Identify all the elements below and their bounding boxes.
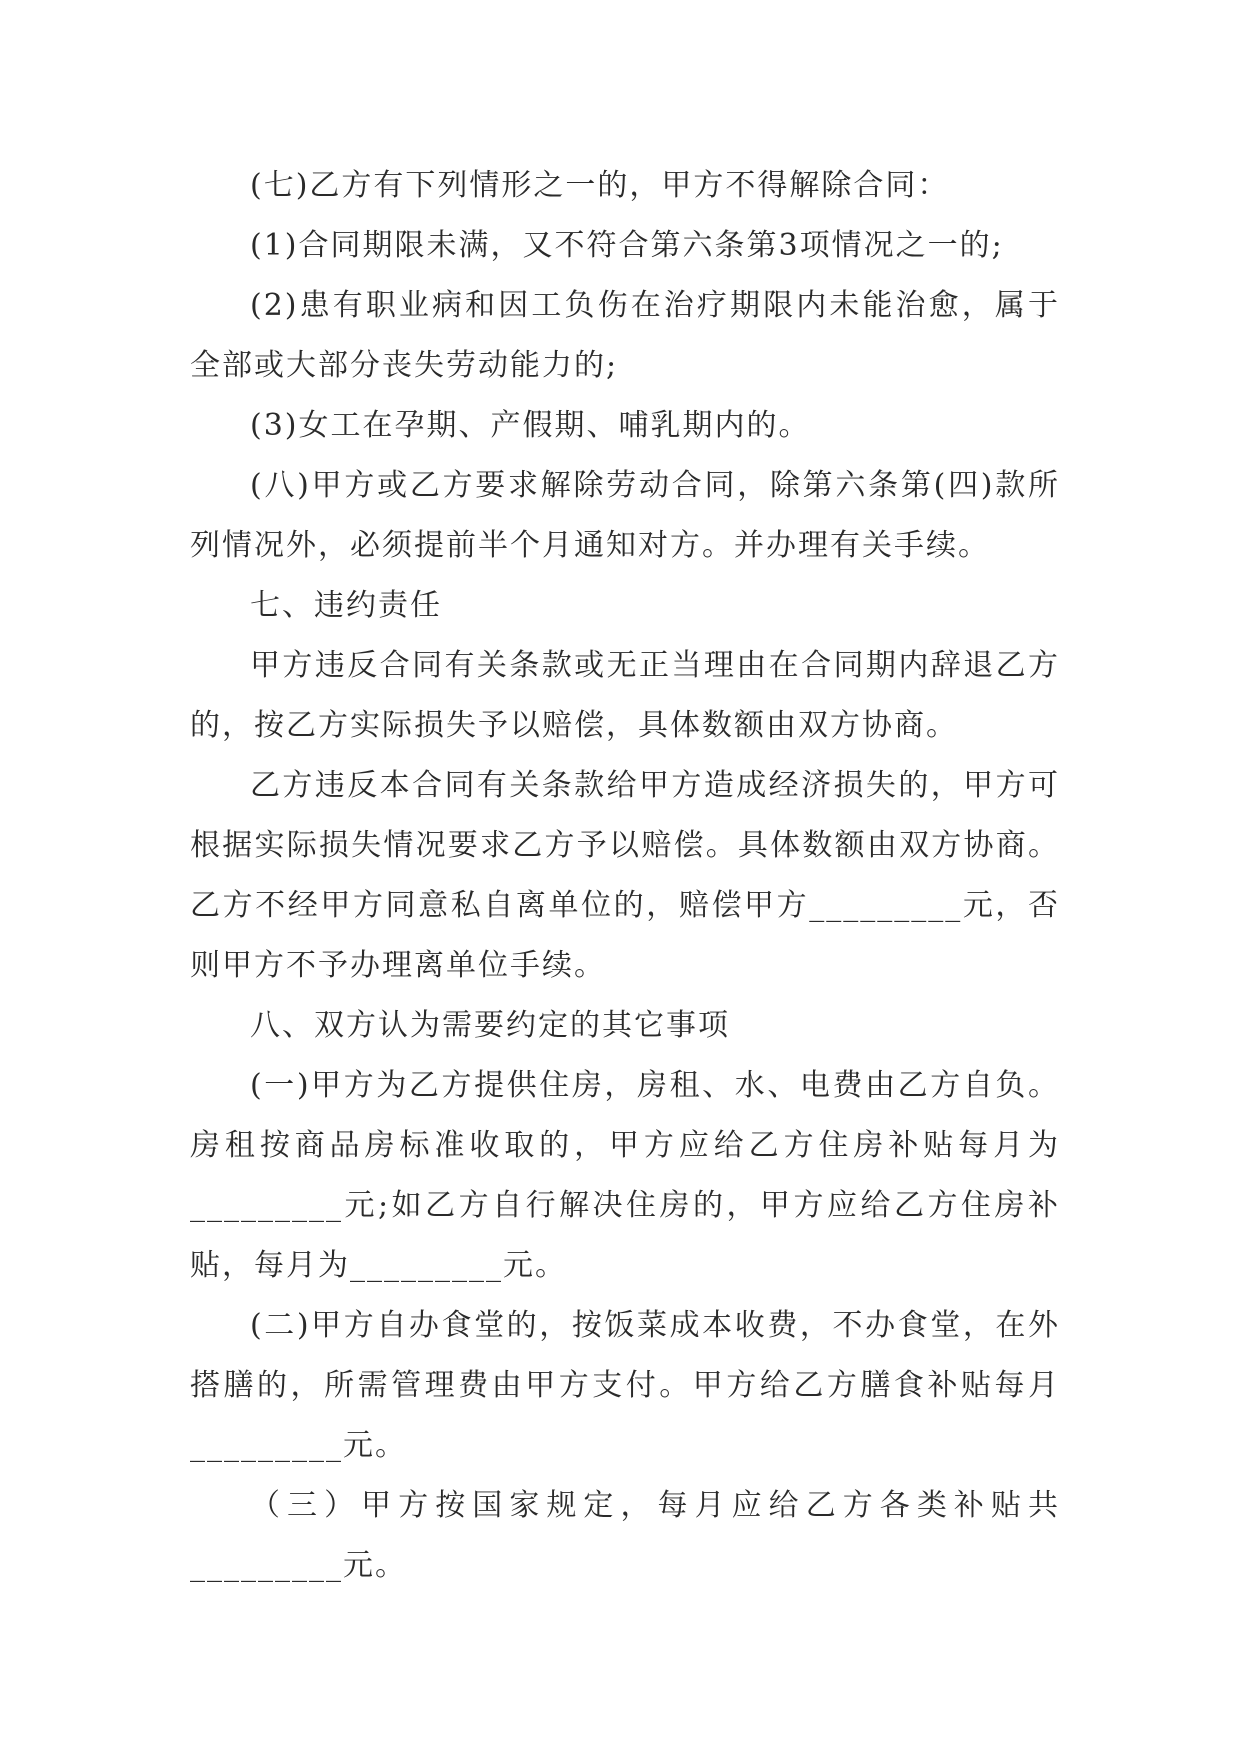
other-matters-subsidies: （三）甲方按国家规定，每月应给乙方各类补贴共_________元。 bbox=[190, 1488, 1060, 1583]
section-heading-liability: 七、违约责任 bbox=[250, 588, 442, 623]
liability-party-b: 乙方违反本合同有关条款给甲方造成经济损失的，甲方可根据实际损失情况要求乙方予以赔偿。具体数额由双方协商。乙方不经甲方同意私自离单位的，赔偿甲方_________元，否则甲方不予办理离单位手续。 bbox=[190, 768, 1060, 983]
clause-7-item-2: (2)患有职业病和因工负伤在治疗期限内未能治愈，属于全部或大部分丧失劳动能力的; bbox=[190, 288, 1060, 383]
clause-7-heading: (七)乙方有下列情形之一的，甲方不得解除合同： bbox=[250, 168, 950, 203]
other-matters-housing: (一)甲方为乙方提供住房，房租、水、电费由乙方自负。房租按商品房标准收取的，甲方应给乙方住房补贴每月为_________元;如乙方自行解决住房的，甲方应给乙方住房补贴，每月为_________元。 bbox=[190, 1068, 1060, 1283]
clause-7-item-1: (1)合同期限未满，又不符合第六条第3项情况之一的; bbox=[250, 228, 1004, 263]
clause-7-item-3: (3)女工在孕期、产假期、哺乳期内的。 bbox=[250, 408, 811, 443]
other-matters-canteen: (二)甲方自办食堂的，按饭菜成本收费，不办食堂，在外搭膳的，所需管理费由甲方支付。甲方给乙方膳食补贴每月_________元。 bbox=[190, 1308, 1060, 1463]
clause-8-termination-notice: (八)甲方或乙方要求解除劳动合同，除第六条第(四)款所列情况外，必须提前半个月通知对方。并办理有关手续。 bbox=[190, 468, 1060, 563]
liability-party-a: 甲方违反合同有关条款或无正当理由在合同期内辞退乙方的，按乙方实际损失予以赔偿，具体数额由双方协商。 bbox=[190, 648, 1060, 743]
contract-body bbox=[190, 156, 1060, 1596]
section-heading-other-matters: 八、双方认为需要约定的其它事项 bbox=[250, 1008, 730, 1043]
